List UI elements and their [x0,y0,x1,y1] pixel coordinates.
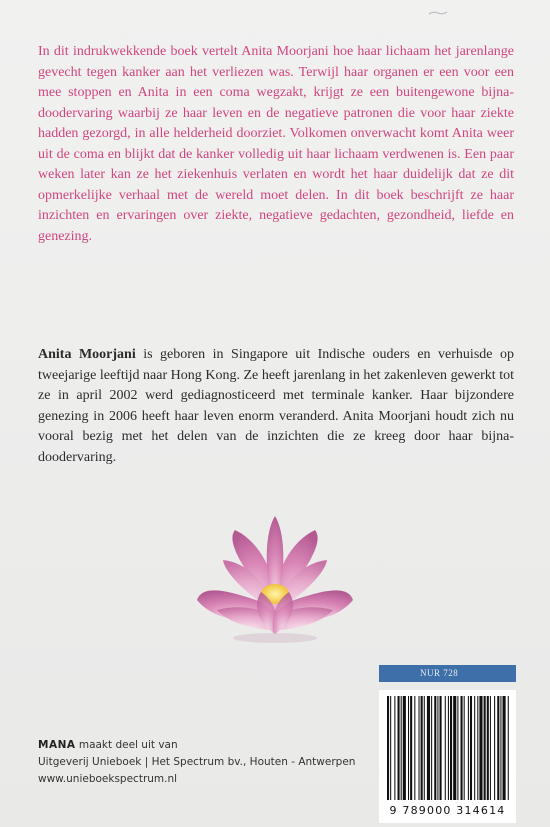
barcode-bar [484,696,486,800]
barcode-bar [468,696,469,800]
top-edge-mark [428,10,448,16]
barcode-bar [424,696,425,800]
barcode-bar [448,696,449,800]
barcode-bar [390,696,391,800]
publisher-line-1 [38,737,368,754]
barcode-bar [490,696,491,800]
barcode-bar [503,696,506,800]
barcode-bar [419,696,420,800]
barcode-bar [487,696,489,800]
barcode-bar [401,696,402,800]
mana-logo: MANA [38,739,76,751]
isbn-number: 9 789000 314614 [389,804,506,817]
barcode-bar [474,696,475,800]
publisher-website: www.unieboekspectrum.nl [38,773,178,785]
barcode-bar [394,696,395,800]
barcode-bar [440,696,442,800]
author-bio-text: is geboren in Singapore uit Indische ouders en verhuisde op tweejarige leeftijd naar Hong Kong. Ze heeft jarenlang in het zakenleven gewerkt tot ze in april 2002 werd gediagnosticeerd met terminale kanker. Haar bijzondere genezing in 2006 heeft haar leven enorm veranderd. Anita Moorjani houdt zich nu vooral bezig met het delen van de inzichten die ze kreeg door haar bijna-doodervaring. [38,347,514,465]
barcode-bar [477,696,478,800]
barcode-bar [398,696,400,800]
barcode-bar [497,696,499,800]
barcode-bar [461,696,463,800]
barcode-bar [494,696,495,800]
barcode-bar [457,696,458,800]
publisher-line-2: Uitgeverij Unieboek | Het Spectrum bv., Houten - Antwerpen [38,756,356,768]
barcode-bar [479,696,482,800]
barcode-bar [434,696,436,800]
barcode-bar [403,696,406,800]
barcode-bar [508,696,509,800]
barcode-bar [445,696,446,800]
nur-label: NUR 728 [379,665,516,682]
publisher-info [38,737,368,788]
barcode-icon [379,690,516,802]
blurb-paragraph: In dit indrukwekkende boek vertelt Anita Moorjani hoe haar lichaam het jarenlange gevecht tegen kanker aan het verliezen was. Terwijl haar organen er een voor een mee stoppen en Anita in een coma wegzakt, krijgt ze een buitengewone bijna-doodervaring waarbij ze haar leven en de negatieve patronen die voor haar ziekte hadden gezorgd, in alle helderheid doorziet. Volkomen onverwacht komt Anita weer uit de coma en blijkt dat de kanker volledig uit haar lichaam verdwenen is. Een paar weken later kan ze het ziekenhuis verlaten en wordt het haar duidelijk dat ze dit opmerkelijke verhaal met de wereld moet delen. In dit boek beschrijft ze haar inzichten en ervaringen over ziekte, negatieve gedachten, gezondheid, liefde en genezing. [38,44,514,244]
barcode-bar [464,696,465,800]
author-name: Anita Moorjani [38,347,136,362]
barcode-bar [500,696,501,800]
barcode-bar [421,696,423,800]
barcode-bar [408,696,409,800]
barcode-bar [453,696,456,800]
barcode-bar [431,696,432,800]
barcode [379,690,516,823]
barcode-bar [414,696,415,800]
publisher-line-1-text: maakt deel uit van [75,739,178,751]
barcode-bar [410,696,412,800]
barcode-bar [387,696,389,800]
barcode-bar [450,696,452,800]
lotus-icon [195,512,355,652]
barcode-bar [427,696,430,800]
author-bio [38,345,514,468]
barcode-bar [437,696,438,800]
barcode-bar [470,696,472,800]
